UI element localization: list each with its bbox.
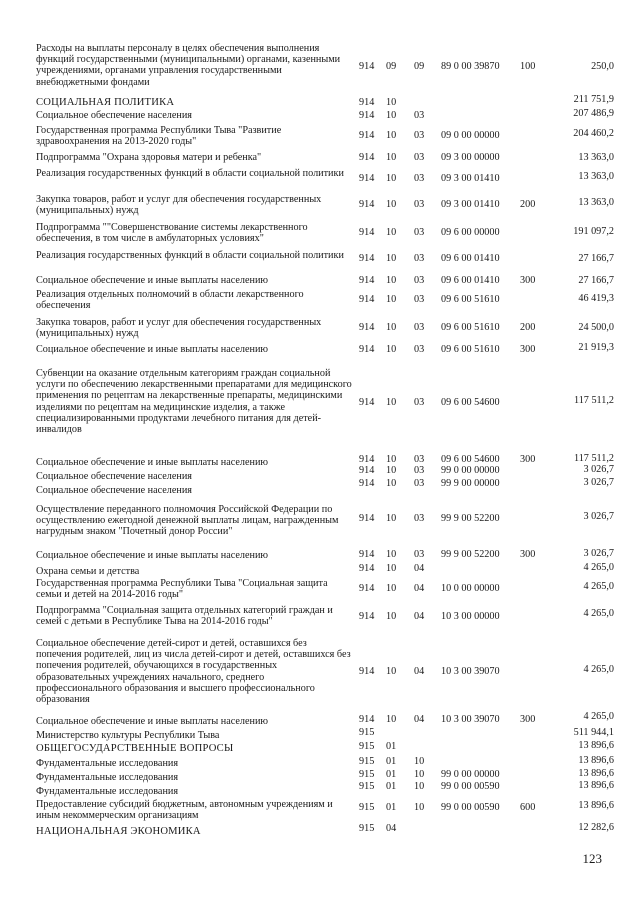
amount: 3 026,7 <box>583 511 614 522</box>
amount: 204 460,2 <box>573 128 614 139</box>
amount: 27 166,7 <box>578 253 614 264</box>
expense-type-code: 300 <box>520 344 536 355</box>
ministry-code: 914 <box>359 583 375 594</box>
ministry-code: 914 <box>359 130 375 141</box>
subsection-code: 04 <box>414 666 425 677</box>
target-article-code: 10 3 00 39070 <box>441 666 500 677</box>
target-article-code: 09 6 00 54600 <box>441 397 500 408</box>
section-code: 10 <box>386 513 397 524</box>
row-description: Социальное обеспечение и иные выплаты населению <box>36 344 269 355</box>
subsection-code: 03 <box>414 227 425 238</box>
target-article-code: 10 3 00 00000 <box>441 611 500 622</box>
amount: 4 265,0 <box>583 664 614 675</box>
ministry-code: 915 <box>359 802 375 813</box>
row-description: Закупка товаров, работ и услуг для обеспечения государственных (муниципальных) нужд <box>36 317 322 340</box>
row-description: Государственная программа Республики Тыва "Развитие здравоохранения на 2013-2020 годы" <box>36 125 282 148</box>
section-code: 10 <box>386 97 397 108</box>
target-article-code: 89 0 00 39870 <box>441 61 500 72</box>
target-article-code: 99 9 00 00000 <box>441 478 500 489</box>
subsection-code: 03 <box>414 344 425 355</box>
section-code: 10 <box>386 294 397 305</box>
target-article-code: 09 6 00 01410 <box>441 275 500 286</box>
target-article-code: 99 9 00 52200 <box>441 549 500 560</box>
ministry-code: 914 <box>359 227 375 238</box>
row-description: Социальное обеспечение и иные выплаты населению <box>36 275 269 286</box>
subsection-code: 03 <box>414 173 425 184</box>
expense-type-code: 600 <box>520 802 536 813</box>
amount: 13 363,0 <box>578 152 614 163</box>
section-code: 09 <box>386 61 397 72</box>
section-code: 01 <box>386 769 397 780</box>
amount: 3 026,7 <box>583 464 614 475</box>
section-code: 10 <box>386 322 397 333</box>
section-code: 10 <box>386 152 397 163</box>
ministry-code: 914 <box>359 344 375 355</box>
subsection-code: 03 <box>414 478 425 489</box>
target-article-code: 99 9 00 52200 <box>441 513 500 524</box>
amount: 21 919,3 <box>578 342 614 353</box>
subsection-code: 03 <box>414 397 425 408</box>
amount: 511 944,1 <box>573 727 614 738</box>
target-article-code: 09 6 00 51610 <box>441 322 500 333</box>
page-number: 123 <box>582 851 602 866</box>
amount: 13 363,0 <box>578 197 614 208</box>
ministry-code: 914 <box>359 454 375 465</box>
row-description: Подпрограмма "Социальная защита отдельных категорий граждан и семей с детьми в Республике Тыва на 2014-2016 годы" <box>36 605 333 628</box>
target-article-code: 09 6 00 01410 <box>441 253 500 264</box>
subsection-code: 10 <box>414 769 425 780</box>
row-description: Субвенции на оказание отдельным категориям граждан социальной услуги по обеспечению лекарственными препаратами для медицинского применения по рецептам на лекарственные препараты, медицинскими изделиями по рецептам на медицинские изделия, а также специализированными продуктами лечебного питания для детей-инвалидов <box>36 368 352 436</box>
ministry-code: 914 <box>359 253 375 264</box>
ministry-code: 914 <box>359 478 375 489</box>
subsection-code: 03 <box>414 253 425 264</box>
target-article-code: 09 6 00 51610 <box>441 294 500 305</box>
target-article-code: 09 3 00 01410 <box>441 173 500 184</box>
amount: 4 265,0 <box>583 562 614 573</box>
ministry-code: 915 <box>359 756 375 767</box>
target-article-code: 09 6 00 00000 <box>441 227 500 238</box>
ministry-code: 915 <box>359 781 375 792</box>
amount: 250,0 <box>591 61 614 72</box>
ministry-code: 914 <box>359 397 375 408</box>
section-code: 10 <box>386 199 397 210</box>
target-article-code: 09 6 00 54600 <box>441 454 500 465</box>
ministry-code: 914 <box>359 152 375 163</box>
expense-type-code: 300 <box>520 549 536 560</box>
subsection-code: 03 <box>414 465 425 476</box>
subsection-code: 10 <box>414 756 425 767</box>
section-code: 01 <box>386 756 397 767</box>
subsection-code: 03 <box>414 152 425 163</box>
section-code: 10 <box>386 227 397 238</box>
row-description: Предоставление субсидий бюджетным, автономным учреждениям и иным некоммерческим организациям <box>36 799 333 822</box>
row-description: СОЦИАЛЬНАЯ ПОЛИТИКА <box>36 97 175 108</box>
subsection-code: 03 <box>414 275 425 286</box>
section-code: 10 <box>386 344 397 355</box>
subsection-code: 03 <box>414 549 425 560</box>
subsection-code: 03 <box>414 199 425 210</box>
expense-type-code: 200 <box>520 199 536 210</box>
row-description: Фундаментальные исследования <box>36 772 179 783</box>
amount: 117 511,2 <box>574 453 614 464</box>
ministry-code: 914 <box>359 513 375 524</box>
target-article-code: 99 0 00 00000 <box>441 769 500 780</box>
section-code: 10 <box>386 465 397 476</box>
ministry-code: 914 <box>359 549 375 560</box>
ministry-code: 914 <box>359 563 375 574</box>
amount: 46 419,3 <box>578 293 614 304</box>
ministry-code: 914 <box>359 199 375 210</box>
amount: 13 896,6 <box>578 780 614 791</box>
ministry-code: 914 <box>359 666 375 677</box>
amount: 12 282,6 <box>578 822 614 833</box>
row-description: ОБЩЕГОСУДАРСТВЕННЫЕ ВОПРОСЫ <box>36 743 234 754</box>
ministry-code: 914 <box>359 714 375 725</box>
row-description: Реализация государственных функций в области социальной политики <box>36 168 344 179</box>
target-article-code: 99 0 00 00000 <box>441 465 500 476</box>
amount: 13 896,6 <box>578 800 614 811</box>
amount: 13 896,6 <box>578 755 614 766</box>
amount: 4 265,0 <box>583 581 614 592</box>
ministry-code: 915 <box>359 727 375 738</box>
subsection-code: 10 <box>414 802 425 813</box>
subsection-code: 03 <box>414 322 425 333</box>
amount: 211 751,9 <box>573 94 614 105</box>
row-description: Реализация государственных функций в области социальной политики <box>36 250 344 261</box>
subsection-code: 03 <box>414 454 425 465</box>
ministry-code: 915 <box>359 823 375 834</box>
amount: 4 265,0 <box>583 711 614 722</box>
section-code: 10 <box>386 173 397 184</box>
target-article-code: 99 0 00 00590 <box>441 802 500 813</box>
ministry-code: 915 <box>359 741 375 752</box>
subsection-code: 03 <box>414 294 425 305</box>
target-article-code: 09 6 00 51610 <box>441 344 500 355</box>
row-description: Государственная программа Республики Тыва "Социальная защита семьи и детей на 2014-2016 годы" <box>36 578 328 601</box>
section-code: 10 <box>386 666 397 677</box>
row-description: Социальное обеспечение и иные выплаты населению <box>36 550 269 561</box>
section-code: 04 <box>386 823 397 834</box>
target-article-code: 10 3 00 39070 <box>441 714 500 725</box>
row-description: Социальное обеспечение и иные выплаты населению <box>36 457 269 468</box>
target-article-code: 10 0 00 00000 <box>441 583 500 594</box>
amount: 191 097,2 <box>573 226 614 237</box>
expense-type-code: 300 <box>520 714 536 725</box>
subsection-code: 03 <box>414 513 425 524</box>
target-article-code: 09 0 00 00000 <box>441 130 500 141</box>
section-code: 10 <box>386 563 397 574</box>
ministry-code: 914 <box>359 465 375 476</box>
amount: 13 363,0 <box>578 171 614 182</box>
ministry-code: 914 <box>359 294 375 305</box>
section-code: 01 <box>386 802 397 813</box>
expense-type-code: 200 <box>520 322 536 333</box>
row-description: Подпрограмма "Охрана здоровья матери и ребенка" <box>36 152 262 163</box>
expense-type-code: 300 <box>520 275 536 286</box>
section-code: 10 <box>386 275 397 286</box>
row-description: НАЦИОНАЛЬНАЯ ЭКОНОМИКА <box>36 826 201 837</box>
ministry-code: 915 <box>359 769 375 780</box>
amount: 27 166,7 <box>578 275 614 286</box>
ministry-code: 914 <box>359 611 375 622</box>
section-code: 10 <box>386 478 397 489</box>
section-code: 01 <box>386 781 397 792</box>
ministry-code: 914 <box>359 275 375 286</box>
subsection-code: 03 <box>414 130 425 141</box>
row-description: Социальное обеспечение населения <box>36 471 192 482</box>
amount: 207 486,9 <box>573 108 614 119</box>
ministry-code: 914 <box>359 61 375 72</box>
section-code: 10 <box>386 549 397 560</box>
subsection-code: 04 <box>414 611 425 622</box>
ministry-code: 914 <box>359 322 375 333</box>
subsection-code: 04 <box>414 714 425 725</box>
section-code: 10 <box>386 253 397 264</box>
subsection-code: 04 <box>414 563 425 574</box>
row-description: Расходы на выплаты персоналу в целях обеспечения выполнения функций государственными (муниципальными) органами, казенными учреждениями, органами управления государственными внебюджетными фондами <box>36 43 341 88</box>
row-description: Социальное обеспечение детей-сирот и детей, оставшихся без попечения родителей, лиц из числа детей-сирот и детей, оставшихся без попечения родителей, обучающихся в государственных образовательных учреждениях начального, среднего профессионального образования и высшего профессионального образования <box>36 638 351 706</box>
amount: 4 265,0 <box>583 608 614 619</box>
row-description: Реализация отдельных полномочий в области лекарственного обеспечения <box>36 289 304 312</box>
row-description: Охрана семьи и детства <box>36 566 140 577</box>
row-description: Министерство культуры Республики Тыва <box>36 730 220 741</box>
ministry-code: 914 <box>359 97 375 108</box>
amount: 3 026,7 <box>583 477 614 488</box>
subsection-code: 04 <box>414 583 425 594</box>
subsection-code: 10 <box>414 781 425 792</box>
row-description: Социальное обеспечение населения <box>36 485 192 496</box>
section-code: 10 <box>386 611 397 622</box>
target-article-code: 09 3 00 01410 <box>441 199 500 210</box>
section-code: 10 <box>386 397 397 408</box>
amount: 24 500,0 <box>578 322 614 333</box>
expense-type-code: 100 <box>520 61 536 72</box>
expense-type-code: 300 <box>520 454 536 465</box>
ministry-code: 914 <box>359 110 375 121</box>
row-description: Социальное обеспечение и иные выплаты населению <box>36 716 269 727</box>
row-description: Закупка товаров, работ и услуг для обеспечения государственных (муниципальных) нужд <box>36 194 322 217</box>
subsection-code: 09 <box>414 61 425 72</box>
row-description: Осуществление переданного полномочия Российской Федерации по осуществлению ежегодной денежной выплаты лицам, награжденным нагрудным знаком "Почетный донор России" <box>36 504 339 538</box>
section-code: 10 <box>386 714 397 725</box>
ministry-code: 914 <box>359 173 375 184</box>
amount: 13 896,6 <box>578 768 614 779</box>
amount: 13 896,6 <box>578 740 614 751</box>
section-code: 10 <box>386 583 397 594</box>
row-description: Фундаментальные исследования <box>36 786 179 797</box>
row-description: Социальное обеспечение населения <box>36 110 192 121</box>
subsection-code: 03 <box>414 110 425 121</box>
row-description: Подпрограмма ""Совершенствование системы лекарственного обеспечения, в том числе в амбулаторных условиях" <box>36 222 308 245</box>
section-code: 10 <box>386 110 397 121</box>
row-description: Фундаментальные исследования <box>36 758 179 769</box>
amount: 117 511,2 <box>574 395 614 406</box>
amount: 3 026,7 <box>583 548 614 559</box>
section-code: 10 <box>386 130 397 141</box>
section-code: 10 <box>386 454 397 465</box>
section-code: 01 <box>386 741 397 752</box>
target-article-code: 99 0 00 00590 <box>441 781 500 792</box>
target-article-code: 09 3 00 00000 <box>441 152 500 163</box>
